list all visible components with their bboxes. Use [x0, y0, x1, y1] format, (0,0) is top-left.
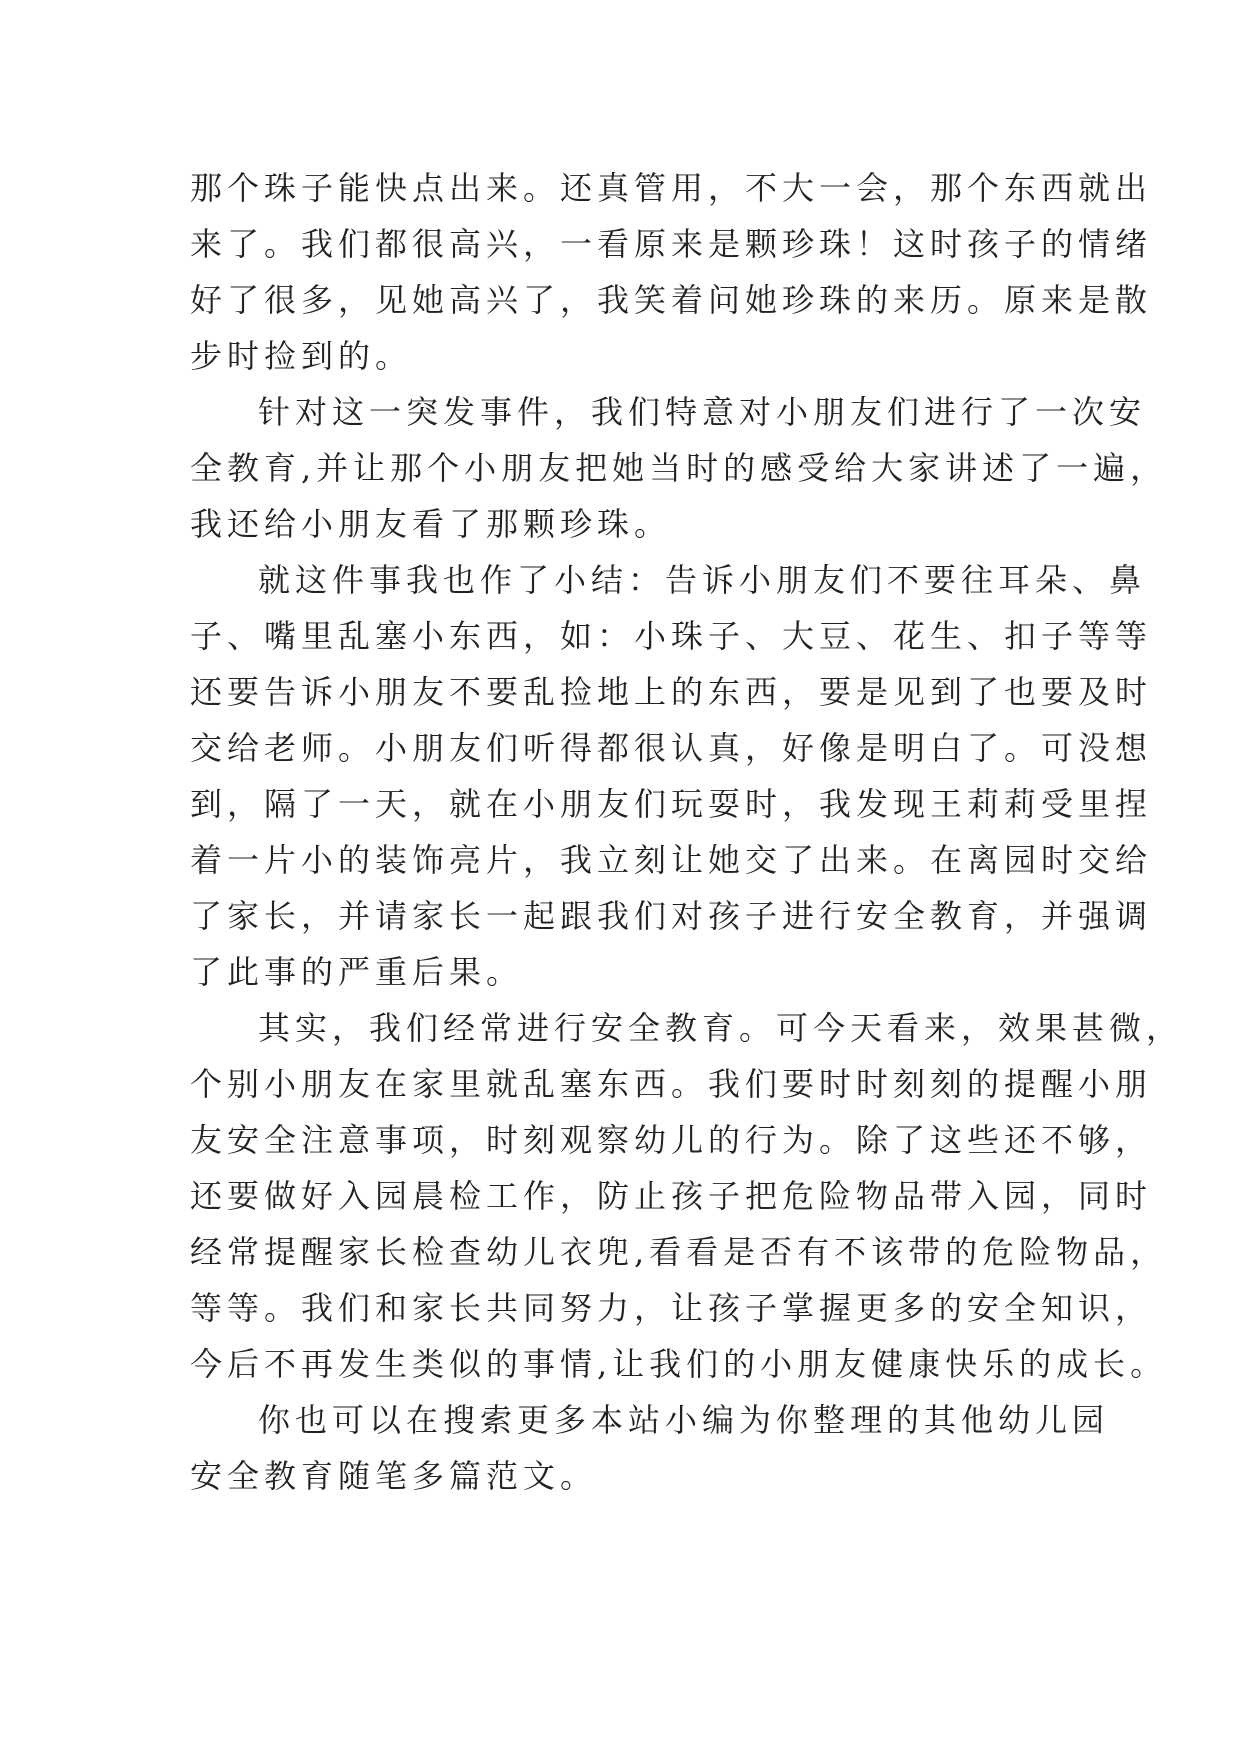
- paragraph-3: [190, 552, 1153, 1000]
- paragraph-4: [190, 1000, 1184, 1392]
- text-line: 步时捡到的。: [190, 337, 413, 375]
- text-line: 还要告诉小朋友不要乱捡地上的东西，要是见到了也要及时: [190, 673, 1153, 711]
- text-line: 那个珠子能快点出来。还真管用，不大一会，那个东西就出: [190, 169, 1153, 207]
- text-line: 着一片小的装饰亮片，我立刻让她交了出来。在离园时交给: [190, 841, 1153, 879]
- text-line: 我还给小朋友看了那颗珍珠。: [190, 505, 672, 543]
- text-line: 个别小朋友在家里就乱塞东西。我们要时时刻刻的提醒小朋: [190, 1065, 1153, 1103]
- text-line: 到，隔了一天，就在小朋友们玩耍时，我发现王莉莉受里捏: [190, 785, 1153, 823]
- text-line: 了此事的严重后果。: [190, 953, 524, 991]
- text-line: 还要做好入园晨检工作，防止孩子把危险物品带入园，同时: [190, 1177, 1153, 1215]
- text-line: 针对这一突发事件，我们特意对小朋友们进行了一次安: [258, 393, 1147, 431]
- text-line: 好了很多，见她高兴了，我笑着问她珍珠的来历。原来是散: [190, 281, 1153, 319]
- paragraph-2: [190, 384, 1168, 552]
- text-line: 子、嘴里乱塞小东西，如：小珠子、大豆、花生、扣子等等: [190, 617, 1153, 655]
- paragraph-1: [190, 160, 1153, 384]
- text-line: 安全教育随笔多篇范文。: [190, 1457, 598, 1495]
- text-line: 其实，我们经常进行安全教育。可今天看来，效果甚微，: [258, 1009, 1184, 1047]
- text-line: 友安全注意事项，时刻观察幼儿的行为。除了这些还不够，: [190, 1121, 1153, 1159]
- text-line: 交给老师。小朋友们听得都很认真，好像是明白了。可没想: [190, 729, 1153, 767]
- text-line: 你也可以在搜索更多本站小编为你整理的其他幼儿园: [258, 1401, 1110, 1439]
- text-line: 今后不再发生类似的事情,让我们的小朋友健康快乐的成长。: [190, 1345, 1168, 1383]
- text-line: 经常提醒家长检查幼儿衣兜,看看是否有不该带的危险物品，: [190, 1233, 1168, 1271]
- paragraph-5: [190, 1392, 1110, 1504]
- text-line: 来了。我们都很高兴，一看原来是颗珍珠！这时孩子的情绪: [190, 225, 1153, 263]
- document-body: [190, 160, 1184, 1504]
- text-line: 等等。我们和家长共同努力，让孩子掌握更多的安全知识，: [190, 1289, 1153, 1327]
- text-line: 全教育,并让那个小朋友把她当时的感受给大家讲述了一遍，: [190, 449, 1168, 487]
- text-line: 就这件事我也作了小结：告诉小朋友们不要往耳朵、鼻: [258, 561, 1147, 599]
- text-line: 了家长，并请家长一起跟我们对孩子进行安全教育，并强调: [190, 897, 1153, 935]
